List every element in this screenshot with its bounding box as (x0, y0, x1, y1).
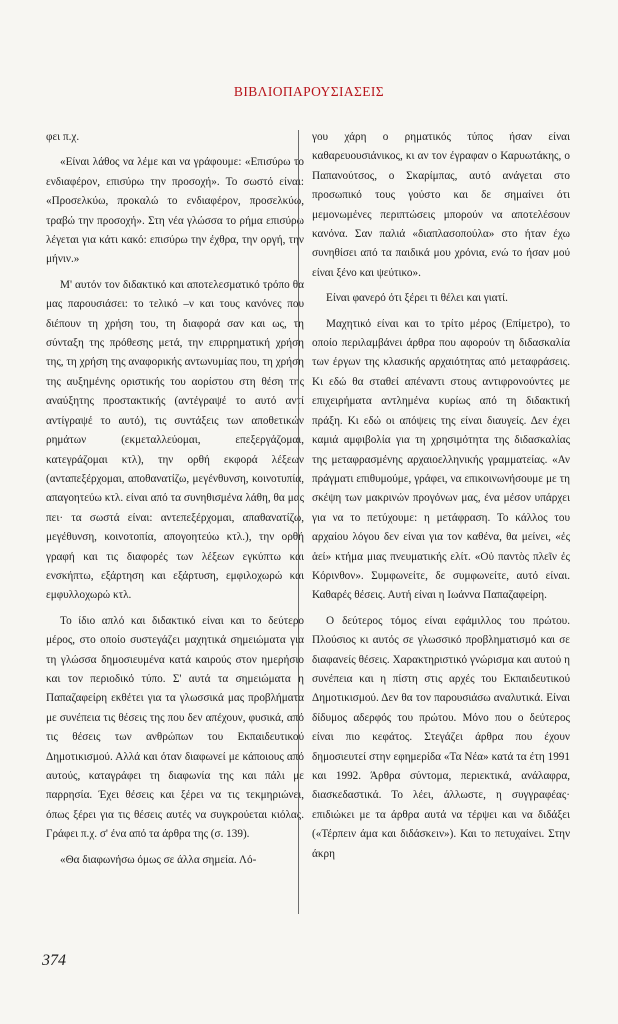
running-title: ΒΙΒΛΙΟΠΑΡΟΥΣΙΑΣΕΙΣ (233, 84, 385, 99)
paragraph: Μαχητικό είναι και το τρίτο μέρος (Επίμετρο), το οποίο περιλαμβάνει άρθρα που αφορούν τη διδασκαλία των έργων της κλασικής αρχαιότητας από μεταφράσεις. Κι εδώ θα σταθεί απέναντι στους αντιφρονούντες με επιχειρήματα αντλημένα κυρίως από τη διδακτική πράξη. Κι εδώ οι απόψεις της είναι διαυγείς. Δεν έχει καμιά αμφιβολία για τη χρησιμότητα της διδασκαλίας της μεταφρασμένης αρχαιοελληνικής γραμματείας. «Αν πράγματι επιθυμούμε, γράφει, να επικοινωνήσουμε με τη σκέψη των μακρινών προγόνων μας, ένα μέσον υπάρχει για να το πετύχουμε: η μετάφραση. Το κάλλος του αρχαίου λόγου δεν είναι για τον καθένα, θα μείνει, «ἐς ἀεί» κτήμα μιας πνευματικής ελίτ. «Οὐ παντὸς πλεῖν ἐς Κόρινθον». Συμφωνείτε, δε συμφωνείτε, αυτό είναι. Καθαρές θέσεις. Αυτή είναι η Ιωάννα Παπαζαφείρη. (312, 317, 570, 602)
left-column (46, 128, 304, 876)
paragraph: «Θα διαφωνήσω όμως σε άλλα σημεία. Λό- (60, 853, 257, 866)
paragraph: Ο δεύτερος τόμος είναι εφάμιλλος του πρώτου. Πλούσιος κι αυτός σε γλωσσικό προβληματισμό και σε διαφανείς θέσεις. Χαρακτηριστικό γνώρισμα και αυτού η συνέπεια και η πίστη στις αρχές του Εκπαιδευτικού Δημοτικισμού. Δεν θα τον παρουσιάσω αναλυτικά. Είναι δίδυμος αδερφός του πρώτου. Μόνο που ο δεύτερος είναι πιο κεφάτος. Στεγάζει άρθρα που έχουν δημοσιευτεί στην εφημερίδα «Τα Νέα» κατά τα έτη 1991 και 1992. Άρθρα σύντομα, περιεκτικά, ανάλαφρα, διασκεδαστικά. Το λέει, άλλωστε, η συγγραφέας· επιδιώκει με τα άρθρα αυτά να τέρψει και να διδάξει («Τέρπειν άμα και διδάσκειν»). Και το πετυχαίνει. Στην άκρη (312, 614, 570, 860)
paragraph: φει π.χ. (46, 131, 80, 143)
paragraph: Είναι φανερό ότι ξέρει τι θέλει και γιατί. (326, 292, 508, 305)
right-column (312, 128, 570, 870)
page-number: 374 (42, 952, 66, 969)
paragraph: «Είναι λάθος να λέμε και να γράφουμε: «Επισύρω το ενδιαφέρον, επισύρω την προσοχή». Το σωστό είναι: «Προσελκύω, προκαλώ το ενδιαφέρον, προσελκύω, τραβώ την προσοχή». Στη νέα γλώσσα το ρήμα επισύρω λέγεται για κάτι κακό: επισύρω την έχθρα, την οργή, την μήνιν.» (46, 156, 304, 266)
column-divider (298, 130, 299, 914)
paragraph: γου χάρη ο ρηματικός τύπος ήσαν είναι καθαρευουσιάνικος, κι αν τον έγραφαν ο Καρυωτάκης, ο Παπανούτσος, ο Σκαρίμπας, αυτό ανάγεται στο προσωπικό τους γούστο και δε σημαίνει ότι μεμονωμένες περιπτώσεις μπορούν να αποτελέσουν κανόνα. Σαν παλιά «διαπλασοπούλα» στο ήταν έχω συνηθίσει από τα παιδικά μου χρόνια, ενώ το ήσαν μού είναι ξένο και ψεύτικο». (312, 131, 570, 279)
paragraph: Το ίδιο απλό και διδακτικό είναι και το δεύτερο μέρος, στο οποίο συστεγάζει μαχητικά σημειώματα για τη γλώσσα δημοσιευμένα κατά καιρούς στον ημερήσιο και τον περιοδικό τύπο. Σ' αυτά τα σημειώματα η Παπαζαφείρη εκθέτει για τα γλωσσικά μας προβλήματα με συνέπεια τις θέσεις της που δεν απέχουν, φυσικά, από τις θέσεις των ανθρώπων του Εκπαιδευτικού Δημοτικισμού. Αλλά και όταν διαφωνεί με κάποιους από αυτούς, καταγράφει τη διαφωνία της και πάλι με παρρησία. Έχει θέσεις και ξέρει να τις τεκμηριώνει, όπως ξέρει για τις θέσεις αυτές να συγκρούεται κιόλας. Γράφει π.χ. σ' ένα από τα άρθρα της (σ. 139). (46, 614, 304, 841)
paragraph: Μ' αυτόν τον διδακτικό και αποτελεσματικό τρόπο θα μας παρουσιάσει: το τελικό –ν και τους κανόνες που διέπουν τη χρήση του, τη διαφορά σαν και ως, τη σύνταξη της πρόθεσης μετά, την επιρρηματική χρήση της, τη χρήση της αναφορικής αντωνυμίας που, τη χρήση της αυξημένης οριστικής του αορίστου στη θέση της αναύξητης προστακτικής (αντέγραψέ το αυτό αντί αντίγραψέ το αυτό), τις συντάξεις των αποθετικών ρημάτων (εκμεταλλεύομαι, επεξεργάζομαι, κατεγράζομαι κτλ), την ορθή εκφορά λέξεων (ανταπεξέρχομαι, αποθανατίζω, μεγένθυνση, κοινοτυπία, απαγοητεύω κτλ. είναι από τα συνηθισμένα λάθη, θα μας πει· τα σωστά είναι: αντεπεξέρχομαι, απαθανατίζω, μεγέθυνση, κοινοτοπία, απογοητεύω κτλ.), την ορθή γραφή και τις διαφορές των λέξεων εγκύπτω και ενσκήπτω, εξάρτηση και εξάρτυση, εμφιλοχωρώ και εμφυλλοχωρώ κτλ. (46, 278, 304, 602)
